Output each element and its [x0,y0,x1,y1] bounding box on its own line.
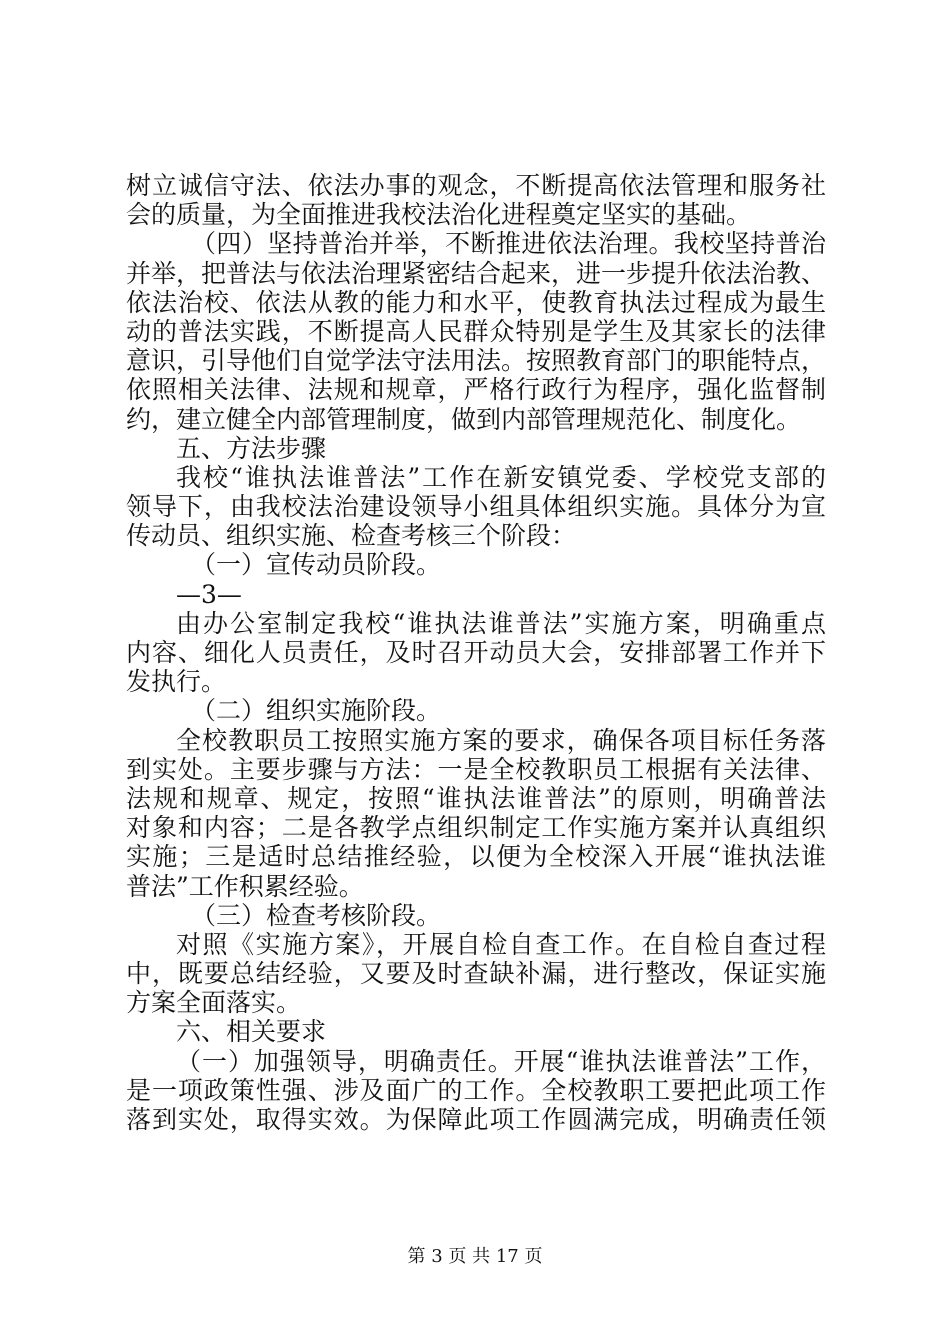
text-line: 内容、细化人员责任，及时召开动员大会，安排部署工作并下 [126,638,826,667]
text-line: 由办公室制定我校“谁执法谁普法”实施方案，明确重点 [176,608,826,638]
text-line: 落到实处，取得实效。为保障此项工作圆满完成，明确责任领 [126,1105,826,1134]
text-line: 领导下，由我校法治建设领导小组具体组织实施。具体分为宣 [126,492,826,522]
subsection-heading: （二）组织实施阶段。 [191,696,442,726]
text-line: 是一项政策性强、涉及面广的工作。全校教职工要把此项工作 [126,1075,826,1105]
inline-page-marker: —3— [176,579,242,609]
text-line: 法规和规章、规定，按照“谁执法谁普法”的原则，明确普法 [126,783,826,813]
text-line: 树立诚信守法、依法办事的观念，不断提高依法管理和服务社 [126,171,826,200]
text-line: 普法”工作积累经验。 [126,871,364,901]
text-line: 实施；三是适时总结推经验，以便为全校深入开展“谁执法谁 [126,842,826,872]
document-body [126,171,826,1134]
text-line: 意识，引导他们自觉学法守法用法。按照教育部门的职能特点， [126,346,827,376]
text-line: 对象和内容；二是各教学点组织制定工作实施方案并认真组织 [126,813,826,843]
text-line: 会的质量，为全面推进我校法治化进程奠定坚实的基础。 [126,200,752,230]
text-line: 依照相关法律、法规和规章，严格行政行为程序，强化监督制 [126,375,826,405]
text-line: （一）加强领导，明确责任。开展“谁执法谁普法”工作， [176,1046,826,1076]
text-line: 传动员、组织实施、检查考核三个阶段： [126,521,577,551]
subsection-heading: （三）检查考核阶段。 [191,900,442,930]
text-line: 中，既要总结经验，又要及时查缺补漏，进行整改，保证实施 [126,959,826,989]
section-heading: 五、方法步骤 [176,433,327,463]
text-line: 全校教职员工按照实施方案的要求，确保各项目标任务落 [176,725,826,755]
text-line: 对照《实施方案》，开展自检自查工作。在自检自查过程 [176,929,826,959]
text-line: 方案全面落实。 [126,988,302,1018]
text-line: 我校“谁执法谁普法”工作在新安镇党委、学校党支部的 [176,462,826,492]
text-line: 发执行。 [126,667,227,697]
page-footer: 第 3 页 共 17 页 [407,1246,543,1267]
subsection-heading: （一）宣传动员阶段。 [191,550,442,580]
text-line: 动的普法实践，不断提高人民群众特别是学生及其家长的法律 [126,316,826,346]
section-heading: 六、相关要求 [176,1017,327,1047]
text-line: 到实处。主要步骤与方法：一是全校教职员工根据有关法律、 [126,754,826,784]
text-line: （四）坚持普治并举，不断推进依法治理。我校坚持普治 [191,229,826,259]
text-line: 并举，把普法与依法治理紧密结合起来，进一步提升依法治教、 [126,258,827,288]
text-line: 依法治校、依法从教的能力和水平，使教育执法过程成为最生 [126,287,826,317]
text-line: 约，建立健全内部管理制度，做到内部管理规范化、制度化。 [126,404,802,434]
